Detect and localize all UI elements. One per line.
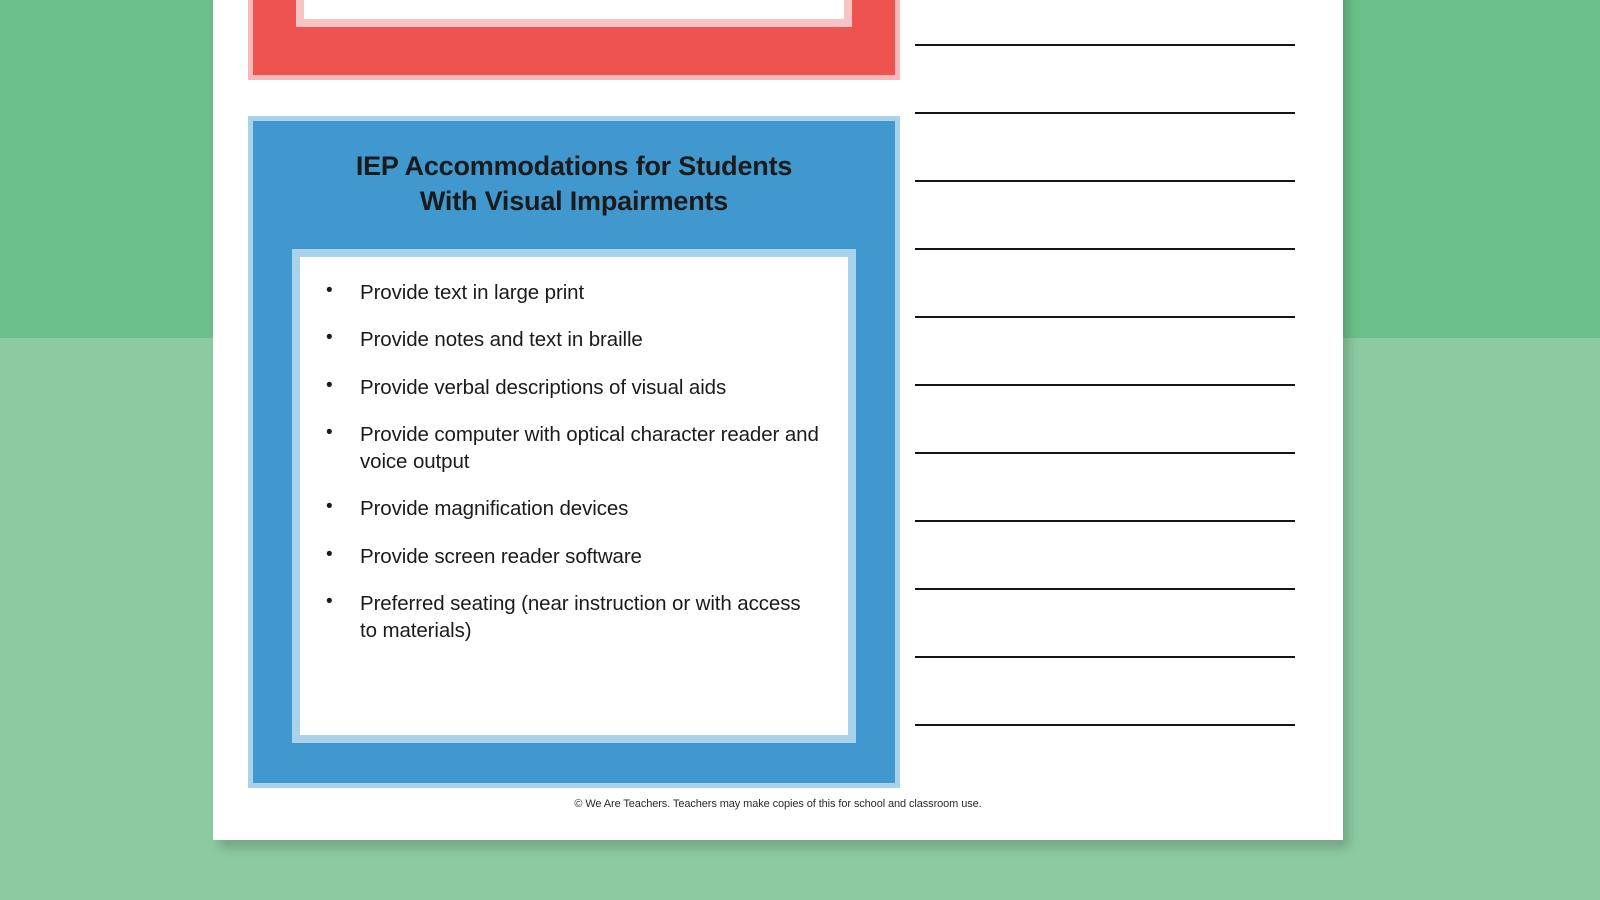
blue-card-title-line-1: IEP Accommodations for Students [355,151,793,181]
list-item: • Provide verbal descriptions of visual aids [352,374,820,401]
blue-accommodation-card [248,116,900,788]
writing-line [915,248,1295,250]
writing-line [915,44,1295,46]
writing-line [915,656,1295,658]
writing-line [915,452,1295,454]
list-item: • Provide notes and text in braille [352,326,820,353]
list-item: • Provide computer with optical character reader and voice output [352,421,820,476]
writing-line [915,520,1295,522]
writing-line [915,724,1295,726]
writing-line [915,588,1295,590]
list-item: • Provide magnification devices [352,495,820,522]
blue-card-title [283,149,865,218]
writing-line [915,112,1295,114]
writing-line [915,384,1295,386]
accommodation-list [300,257,848,644]
writing-line [915,180,1295,182]
list-item: • Provide text in large print [352,279,820,306]
blue-card-title-line-2: With Visual Impairments [419,185,729,216]
worksheet-sheet [213,0,1343,840]
writing-lines-area [915,0,1305,810]
red-card-inner-panel [296,0,852,27]
writing-line [915,316,1295,318]
list-item: • Preferred seating (near instruction or with access to materials) [352,590,820,645]
list-item: • Provide screen reader software [352,543,820,570]
copyright-footer: © We Are Teachers. Teachers may make copies of this for school and classroom use. [574,798,982,810]
red-accommodation-card [248,0,900,80]
blue-card-inner-panel [292,249,856,743]
